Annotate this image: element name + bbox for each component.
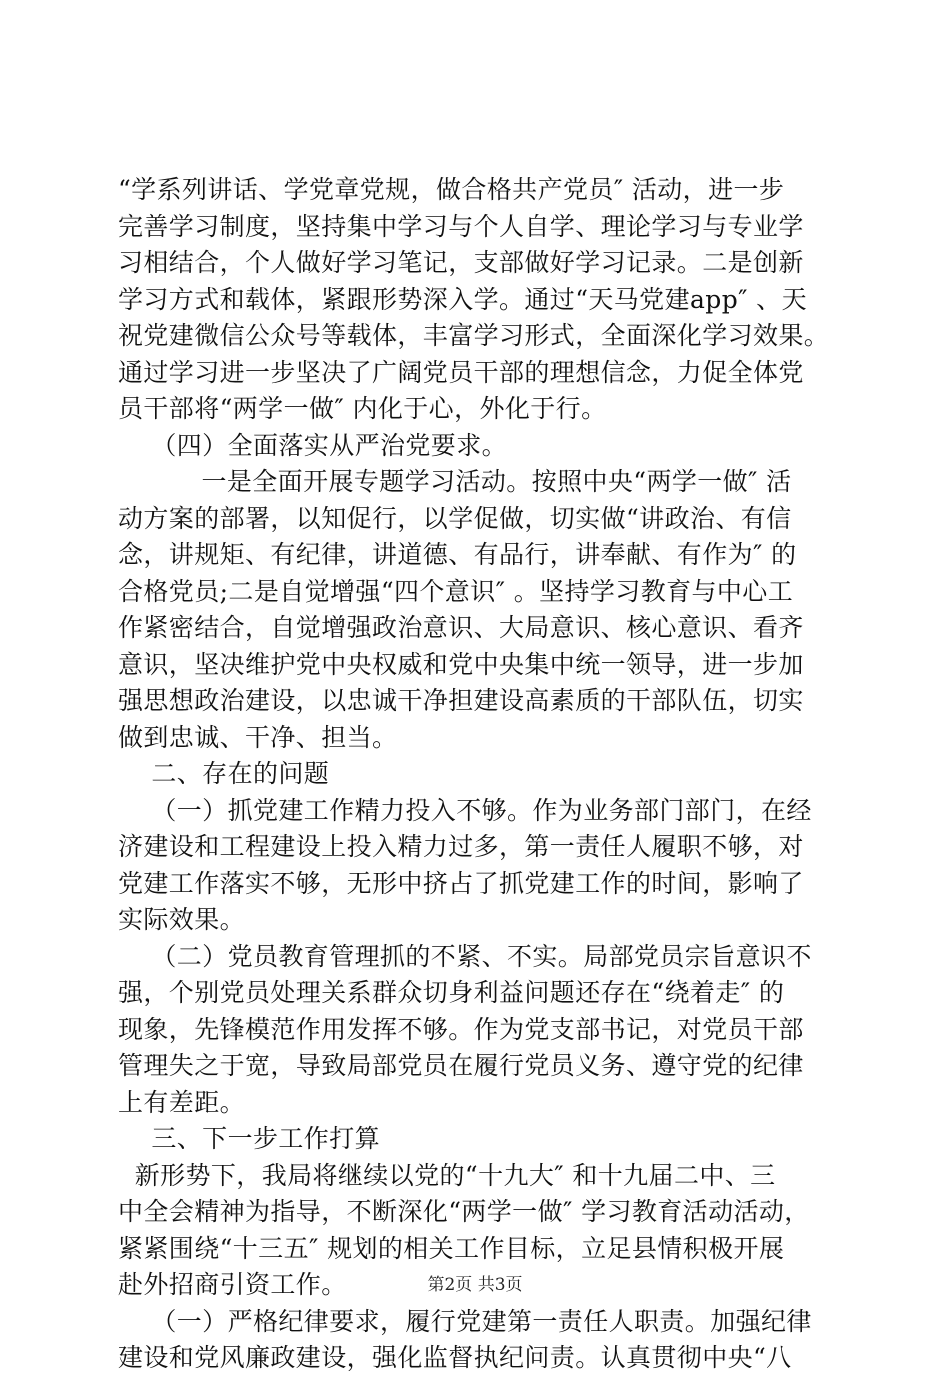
text-line: 作紧密结合，自觉增强政治意识、大局意识、核心意识、看齐 bbox=[118, 613, 804, 642]
text-line: 通过学习进一步坚决了广阔党员干部的理想信念，力促全体党 bbox=[118, 357, 804, 387]
text-line: 员干部将“两学一做″ 内化于心，外化于行。 bbox=[118, 394, 607, 423]
text-line: 新形势下，我局将继续以党的“十九大″ 和十九届二中、三 bbox=[118, 1160, 776, 1190]
text-line: 中全会精神为指导，不断深化“两学一做″ 学习教育活动活动， bbox=[118, 1197, 810, 1226]
text-line: 动方案的部署，以知促行，以学促做，切实做“讲政治、有信 bbox=[118, 503, 792, 533]
text-line: 强思想政治建设，以忠诚干净担建设高素质的干部队伍，切实 bbox=[118, 686, 804, 715]
text-line: 学习方式和载体，紧跟形势深入学。通过“天马党建app″ 、天 bbox=[118, 284, 807, 314]
text-line: 党建工作落实不够，无形中挤占了抓党建工作的时间，影响了 bbox=[118, 868, 804, 898]
text-line: 做到忠诚、干净、担当。 bbox=[118, 722, 398, 752]
text-line: （一）严格纪律要求，履行党建第一责任人职责。加强纪律 bbox=[118, 1306, 812, 1336]
text-line: 习相结合，个人做好学习笔记，支部做好学习记录。二是创新 bbox=[118, 248, 804, 277]
text-line: 完善学习制度，坚持集中学习与个人自学、理论学习与专业学 bbox=[118, 211, 804, 241]
text-line: 赴外招商引资工作。 bbox=[118, 1270, 347, 1299]
text-line: 管理失之于宽，导致局部党员在履行党员义务、遵守党的纪律 bbox=[118, 1051, 804, 1080]
text-line: 济建设和工程建设上投入精力过多，第一责任人履职不够，对 bbox=[118, 832, 804, 861]
text-line: （四）全面落实从严治党要求。 bbox=[118, 430, 507, 460]
text-line: 实际效果。 bbox=[118, 905, 246, 934]
text-line: 上有差距。 bbox=[118, 1087, 246, 1117]
text-line: 合格党员;二是自觉增强“四个意识″ 。坚持学习教育与中心工 bbox=[118, 576, 794, 606]
text-line: 现象，先锋模范作用发挥不够。作为党支部书记，对党员干部 bbox=[118, 1014, 804, 1044]
text-line: （一）抓党建工作精力投入不够。作为业务部门部门，在经 bbox=[118, 795, 812, 825]
page-footer: 第2页 共3页 bbox=[427, 1275, 523, 1295]
text-line: 意识，坚决维护党中央权威和党中央集中统一领导，进一步加 bbox=[118, 649, 804, 679]
text-line: （二）党员教育管理抓的不紧、不实。局部党员宗旨意识不 bbox=[118, 941, 812, 971]
document-body bbox=[118, 172, 858, 1377]
text-line: 祝党建微信公众号等载体，丰富学习形式，全面深化学习效果。 bbox=[118, 321, 830, 350]
text-line: “学系列讲话、学党章党规，做合格共产党员″ 活动，进一步 bbox=[118, 175, 785, 204]
text-line: 一是全面开展专题学习活动。按照中央“两学一做″ 活 bbox=[118, 467, 792, 496]
text-line: 强，个别党员处理关系群众切身利益问题还存在“绕着走″ 的 bbox=[118, 978, 785, 1007]
text-line: 念，讲规矩、有纪律，讲道德、有品行，讲奉献、有作为″ 的 bbox=[118, 540, 797, 569]
text-line: 二、存在的问题 bbox=[118, 759, 330, 788]
text-line: 建设和党风廉政建设，强化监督执纪问责。认真贯彻中央“八 bbox=[118, 1343, 792, 1372]
text-line: 紧紧围绕“十三五″ 规划的相关工作目标，立足县情积极开展 bbox=[118, 1233, 785, 1263]
text-line: 三、下一步工作打算 bbox=[118, 1124, 380, 1153]
